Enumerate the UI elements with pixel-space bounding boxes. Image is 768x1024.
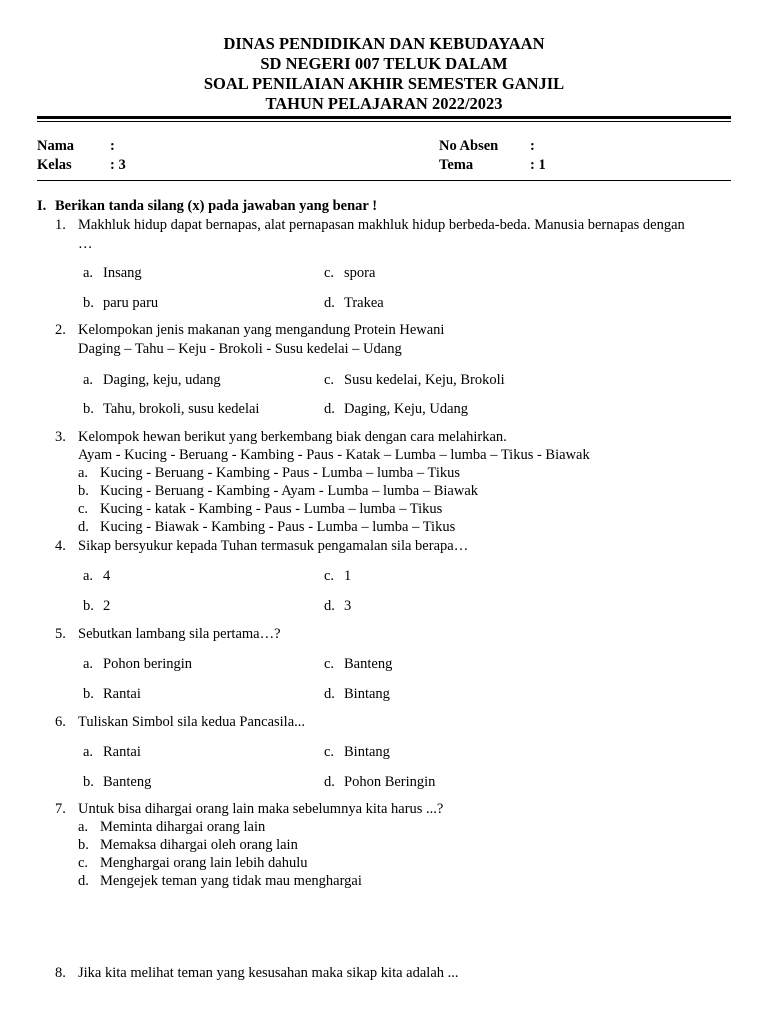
option-text: Rantai: [103, 686, 141, 702]
option-text: Daging, Keju, Udang: [344, 401, 469, 417]
option-letter: d.: [324, 686, 335, 702]
option-c[interactable]: [324, 264, 375, 282]
question-text: Sebutkan lambang sila pertama…?: [78, 626, 281, 642]
question-number: 4.: [55, 538, 66, 554]
option-text: Kucing - Beruang - Kambing - Paus - Lumba – lumba – Tikus: [100, 465, 461, 481]
option-letter: b.: [78, 483, 89, 499]
option-text: Bintang: [344, 744, 390, 760]
option-letter: c.: [324, 744, 335, 760]
tema-field[interactable]: : 1: [530, 157, 546, 173]
option-letter: d.: [78, 519, 89, 535]
option-a[interactable]: [83, 743, 141, 761]
option-a[interactable]: [78, 464, 460, 482]
absen-field[interactable]: :: [530, 138, 535, 154]
option-d[interactable]: [324, 400, 468, 418]
option-text: Kucing - Beruang - Kambing - Ayam - Lumba – lumba – Biawak: [100, 483, 478, 499]
option-text: paru paru: [103, 295, 159, 311]
option-letter: a.: [78, 465, 89, 481]
option-text: 3: [344, 598, 352, 614]
section-instruction: Berikan tanda silang (x) pada jawaban yang benar !: [55, 198, 378, 214]
option-c[interactable]: [78, 500, 442, 518]
option-letter: a.: [83, 568, 94, 584]
option-letter: b.: [78, 837, 89, 853]
section-number: I.: [37, 198, 47, 214]
question-number: 1.: [55, 217, 66, 233]
question-text: Jika kita melihat teman yang kesusahan maka sikap kita adalah ...: [78, 965, 459, 981]
option-letter: b.: [83, 774, 94, 790]
option-text: Meminta dihargai orang lain: [100, 819, 266, 835]
option-d[interactable]: [78, 872, 362, 890]
option-a[interactable]: [83, 655, 192, 673]
option-text: Bintang: [344, 686, 390, 702]
option-letter: d.: [324, 401, 335, 417]
kelas-field[interactable]: : 3: [110, 157, 126, 173]
option-letter: a.: [83, 372, 94, 388]
question-text: Untuk bisa dihargai orang lain maka sebelumnya kita harus ...?: [78, 801, 444, 817]
option-text: Kucing - Biawak - Kambing - Paus - Lumba – lumba – Tikus: [100, 519, 456, 535]
option-letter: b.: [83, 295, 94, 311]
option-text: 4: [103, 568, 111, 584]
header-double-rule-bottom: [37, 121, 731, 122]
option-text: Daging, keju, udang: [103, 372, 221, 388]
question-number: 2.: [55, 322, 66, 338]
absen-label: No Absen: [439, 138, 499, 154]
option-d[interactable]: [324, 294, 384, 312]
option-a[interactable]: [78, 818, 265, 836]
option-a[interactable]: [83, 567, 110, 585]
option-b[interactable]: [78, 482, 478, 500]
question-text-cont: Ayam - Kucing - Beruang - Kambing - Paus - Katak – Lumba – lumba – Tikus - Biawak: [78, 447, 590, 463]
option-text: Tahu, brokoli, susu kedelai: [103, 401, 260, 417]
option-letter: c.: [78, 501, 89, 517]
option-text: 1: [344, 568, 352, 584]
option-text: Memaksa dihargai oleh orang lain: [100, 837, 298, 853]
option-a[interactable]: [83, 264, 142, 282]
option-text: Trakea: [344, 295, 384, 311]
option-d[interactable]: [78, 518, 455, 536]
option-letter: c.: [324, 265, 335, 281]
option-d[interactable]: [324, 597, 351, 615]
option-letter: a.: [83, 744, 94, 760]
option-text: Banteng: [103, 774, 152, 790]
question-number: 8.: [55, 965, 66, 981]
option-c[interactable]: [324, 371, 505, 389]
option-c[interactable]: [324, 743, 390, 761]
nama-field[interactable]: :: [110, 138, 115, 154]
option-c[interactable]: [324, 655, 392, 673]
option-text: Pohon beringin: [103, 656, 193, 672]
option-letter: b.: [83, 401, 94, 417]
option-text: Banteng: [344, 656, 393, 672]
option-text: Susu kedelai, Keju, Brokoli: [344, 372, 505, 388]
question-number: 5.: [55, 626, 66, 642]
option-c[interactable]: [78, 854, 308, 872]
option-letter: b.: [83, 686, 94, 702]
question-text: Makhluk hidup dapat bernapas, alat pernapasan makhluk hidup berbeda-beda. Manusia bernapas dengan: [78, 217, 685, 233]
question-text: Sikap bersyukur kepada Tuhan termasuk pengamalan sila berapa…: [78, 538, 469, 554]
option-text: Menghargai orang lain lebih dahulu: [100, 855, 308, 871]
option-text: Rantai: [103, 744, 141, 760]
question-number: 7.: [55, 801, 66, 817]
option-c[interactable]: [324, 567, 351, 585]
question-text-cont: Daging – Tahu – Keju - Brokoli - Susu kedelai – Udang: [78, 341, 402, 357]
question-text: Kelompokan jenis makanan yang mengandung Protein Hewani: [78, 322, 445, 338]
option-text: Insang: [103, 265, 142, 281]
option-letter: d.: [78, 873, 89, 889]
option-b[interactable]: [83, 294, 158, 312]
question-number: 6.: [55, 714, 66, 730]
tema-label: Tema: [439, 157, 474, 173]
question-text: Kelompok hewan berikut yang berkembang biak dengan cara melahirkan.: [78, 429, 507, 445]
option-letter: d.: [324, 598, 335, 614]
kelas-label: Kelas: [37, 157, 72, 173]
school-name: SD NEGERI 007 TELUK DALAM: [260, 54, 508, 73]
option-letter: b.: [83, 598, 94, 614]
question-text: Tuliskan Simbol sila kedua Pancasila...: [78, 714, 306, 730]
option-b[interactable]: [83, 685, 141, 703]
exam-title: SOAL PENILAIAN AKHIR SEMESTER GANJIL: [203, 74, 565, 93]
option-letter: a.: [83, 656, 94, 672]
nama-label: Nama: [37, 138, 75, 154]
option-text: 2: [103, 598, 111, 614]
option-d[interactable]: [324, 773, 435, 791]
option-letter: d.: [324, 774, 335, 790]
header-double-rule-top: [37, 116, 731, 119]
option-b[interactable]: [83, 597, 110, 615]
option-text: Kucing - katak - Kambing - Paus - Lumba – lumba – Tikus: [100, 501, 443, 517]
option-text: Pohon Beringin: [344, 774, 436, 790]
option-d[interactable]: [324, 685, 390, 703]
option-text: Mengejek teman yang tidak mau menghargai: [100, 873, 362, 889]
option-a[interactable]: [83, 371, 221, 389]
option-letter: c.: [324, 568, 335, 584]
identity-divider: [37, 180, 731, 181]
question-number: 3.: [55, 429, 66, 445]
option-letter: a.: [83, 265, 94, 281]
question-text-cont: …: [78, 236, 93, 252]
option-b[interactable]: [83, 400, 259, 418]
option-letter: c.: [324, 372, 335, 388]
option-b[interactable]: [83, 773, 151, 791]
option-letter: c.: [324, 656, 335, 672]
option-letter: c.: [78, 855, 89, 871]
school-agency-title: DINAS PENDIDIKAN DAN KEBUDAYAAN: [223, 34, 545, 53]
option-letter: d.: [324, 295, 335, 311]
option-text: spora: [344, 265, 376, 281]
academic-year: TAHUN PELAJARAN 2022/2023: [265, 94, 503, 113]
option-b[interactable]: [78, 836, 298, 854]
option-letter: a.: [78, 819, 89, 835]
